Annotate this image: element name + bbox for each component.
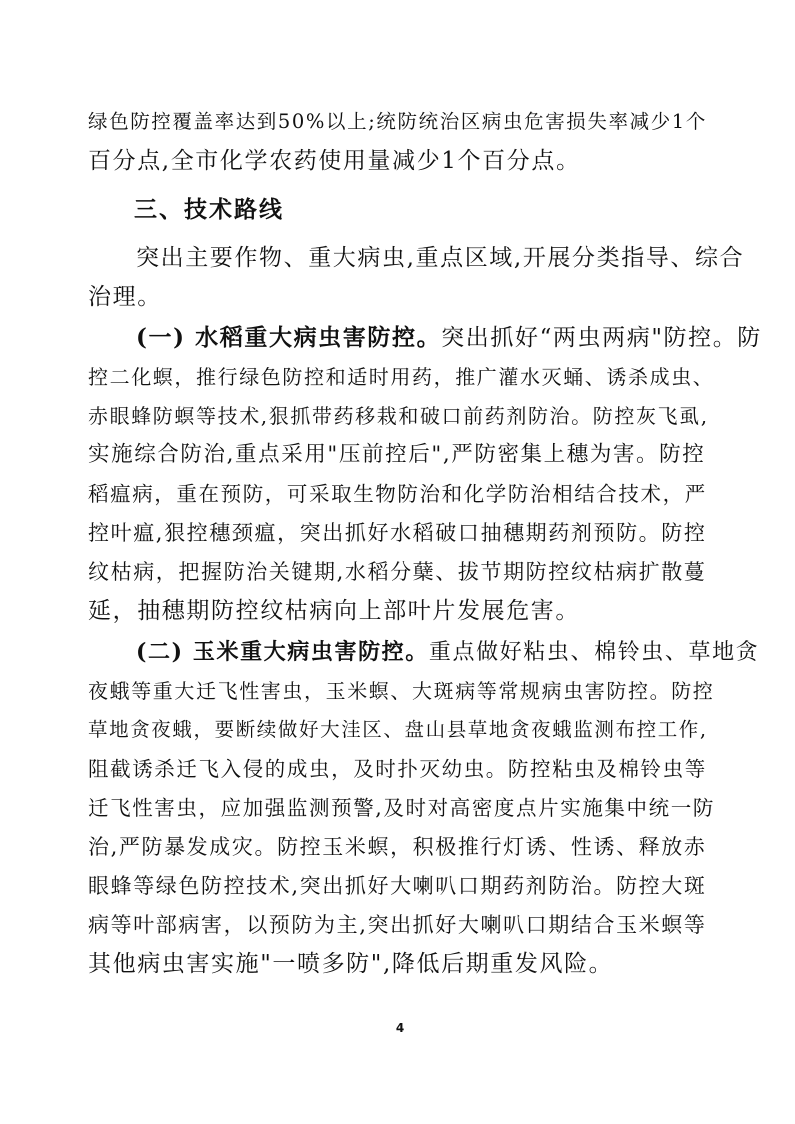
rice-paragraph-text: 突出抓好“两虫两病"防控。防 bbox=[441, 325, 762, 351]
rice-paragraph-line-3: 赤眼蜂防螟等技术,狠抓带药移栽和破口前药剂防治。防控灰飞虱, bbox=[88, 404, 709, 428]
rice-subheading: (一) 水稻重大病虫害防控。 bbox=[136, 324, 442, 351]
corn-paragraph-line-5: 迁飞性害虫，应加强监测预警,及时对高密度点片实施集中统一防 bbox=[88, 796, 715, 820]
rice-paragraph-line-5: 稻瘟病，重在预防，可采取生物防治和化学防治相结合技术，严 bbox=[88, 482, 707, 506]
corn-subheading: (二) 玉米重大病虫害防控。 bbox=[136, 639, 429, 665]
section-paragraph-line-2: 治理。 bbox=[88, 284, 162, 310]
rice-paragraph-line-7: 纹枯病，把握防治关键期,水稻分蘖、拔节期防控纹枯病扩散蔓 bbox=[88, 560, 707, 584]
corn-paragraph-line-2: 夜蛾等重大迁飞性害虫，玉米螟、大斑病等常规病虫害防控。防控 bbox=[88, 679, 715, 703]
intro-line-2: 百分点,全市化学农药使用量减少1个百分点。 bbox=[88, 148, 581, 174]
corn-paragraph-line-4: 阻截诱杀迁飞入侵的成虫，及时扑灭幼虫。防控粘虫及棉铃虫等 bbox=[88, 757, 707, 781]
rice-paragraph-line-4: 实施综合防治,重点采用"压前控后",严防密集上穗为害。防控 bbox=[88, 442, 706, 467]
corn-paragraph-line-3: 草地贪夜蛾，要断续做好大洼区、盘山县草地贪夜蛾监测布控工作, bbox=[88, 718, 708, 741]
page-number: 4 bbox=[395, 1021, 405, 1035]
rice-paragraph-line-2: 控二化螟，推行绿色防控和适时用药，推广灌水灭蛹、诱杀成虫、 bbox=[88, 365, 715, 389]
section-paragraph-line-1: 突出主要作物、重大病虫,重点区域,开展分类指导、综合 bbox=[136, 245, 745, 271]
corn-paragraph-line-7: 眼蜂等绿色防控技术,突出抓好大喇叭口期药剂防治。防控大斑 bbox=[88, 874, 707, 898]
section-heading: 三、技术路线 bbox=[134, 196, 284, 223]
rice-paragraph-line-6: 控叶瘟,狠控穗颈瘟，突出抓好水稻破口抽穗期药剂预防。防控 bbox=[88, 521, 707, 545]
corn-paragraph-line-9: 其他病虫害实施"一喷多防",降低后期重发风险。 bbox=[88, 951, 614, 977]
corn-paragraph-line-6: 治,严防暴发成灾。防控玉米螟，积极推行灯诱、性诱、释放赤 bbox=[88, 835, 707, 859]
rice-paragraph-line-1 bbox=[136, 322, 766, 354]
intro-line-1: 绿色防控覆盖率达到50%以上;统防统治区病虫危害损失率减少1个 bbox=[88, 110, 707, 133]
corn-paragraph-line-8: 病等叶部病害，以预防为主,突出抓好大喇叭口期结合玉米螟等 bbox=[88, 913, 707, 937]
corn-paragraph-text: 重点做好粘虫、棉铃虫、草地贪 bbox=[428, 640, 760, 665]
corn-paragraph-line-1 bbox=[136, 636, 766, 668]
rice-paragraph-line-8: 延，抽穗期防控纹枯病向上部叶片发展危害。 bbox=[88, 598, 580, 624]
